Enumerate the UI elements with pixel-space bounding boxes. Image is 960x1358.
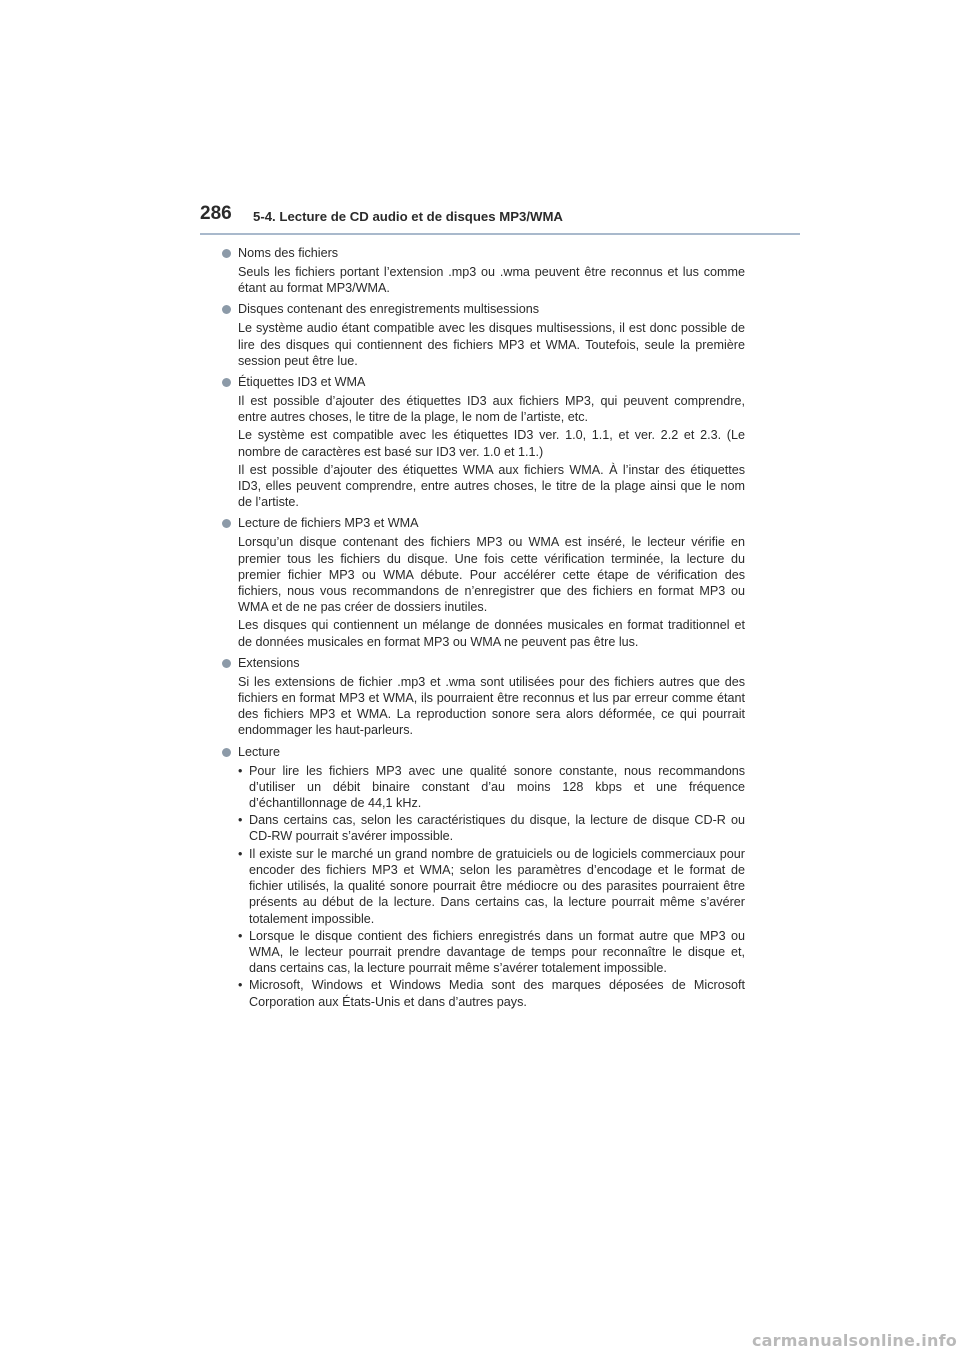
bullet-icon [222, 378, 231, 387]
item-paragraph: Les disques qui contiennent un mélange de données musicales en format traditionnel et de données musicales en format MP3 ou WMA ne peuvent pas être lus. [238, 618, 745, 649]
header-rule [200, 233, 800, 235]
bullet-icon [222, 659, 231, 668]
info-item-file-names [222, 245, 745, 296]
sub-item-text: Pour lire les fichiers MP3 avec une qualité sonore constante, nous recommandons d’utiliser un débit binaire constant d’au moins 128 kbps et une fréquence d’échantillonnage de 44,1 kHz. [249, 763, 745, 811]
info-item-playback [222, 744, 745, 1010]
sub-bullet-icon: • [238, 813, 243, 828]
info-item-id3-wma-tags [222, 374, 745, 510]
sub-bullet-icon: • [238, 928, 243, 943]
item-title: Lecture de fichiers MP3 et WMA [238, 516, 419, 531]
bullet-icon [222, 748, 231, 757]
page-number: 286 [200, 203, 232, 224]
content [222, 245, 745, 1015]
item-paragraph: Le système est compatible avec les étiquettes ID3 ver. 1.0, 1.1, et ver. 2.2 et 2.3. (Le nombre de caractères est basé sur ID3 ver. 1.0 et 1.1.) [238, 428, 745, 459]
item-paragraph: Lorsqu’un disque contenant des fichiers MP3 ou WMA est inséré, le lecteur vérifie en premier tous les fichiers du disque. Une fois cette vérification terminée, la lecture du premier fichier MP3 ou WMA débute. Pour accélérer cette étape de vérification des fichiers, nous vous recommandons de n’enregistrer que des fichiers en format MP3 ou WMA et de ne pas créer de dossiers inutiles. [238, 535, 745, 615]
sub-bullet-icon: • [238, 846, 243, 861]
bullet-icon [222, 519, 231, 528]
info-item-extensions [222, 655, 745, 739]
item-title: Lecture [238, 744, 281, 759]
sub-item-text: Il existe sur le marché un grand nombre de gratuiciels ou de logiciels commerciaux pour encoder des fichiers MP3 et WMA; selon les paramètres d’encodage et le format de fichier utilisés, la qualité sonore pourrait être médiocre ou des parasites pourraient être présents au début de la lecture. Dans certains cas, la lecture pourrait même s’avérer totalement impossible. [249, 846, 745, 926]
sub-item-text: Lorsque le disque contient des fichiers enregistrés dans un format autre que MP3 ou WMA, le lecteur pourrait prendre davantage de temps pour reconnaître le disque et, dans certains cas, la lecture pourrait même s’avérer totalement impossible. [249, 928, 745, 976]
sub-item [238, 846, 745, 927]
sub-item-text: Microsoft, Windows et Windows Media sont des marques déposées de Microsoft Corporation aux États-Unis et dans d’autres pays. [249, 978, 745, 1009]
sub-item [238, 928, 745, 977]
item-title: Étiquettes ID3 et WMA [238, 375, 366, 390]
sub-item [238, 763, 745, 812]
item-paragraph: Le système audio étant compatible avec les disques multisessions, il est donc possible de lire des disques qui contiennent des fichiers MP3 et WMA. Toutefois, seule la première session peut être lue. [238, 321, 745, 368]
item-paragraph: Si les extensions de fichier .mp3 et .wma sont utilisées pour des fichiers autres que des fichiers en format MP3 et WMA, ils pourraient être reconnus et lus par erreur comme étant des fichiers MP3 et WMA. La reproduction sonore sera alors déformée, ce qui pourrait endommager les haut-parleurs. [238, 674, 745, 738]
sub-item [238, 977, 745, 1009]
sub-bullet-icon: • [238, 978, 243, 993]
item-title: Noms des fichiers [238, 246, 339, 260]
sub-list [238, 763, 745, 1010]
watermark: carmanualsonline.info [752, 1331, 957, 1350]
item-paragraph: Il est possible d’ajouter des étiquettes ID3 aux fichiers MP3, qui peuvent comprendre, entre autres choses, le titre de la plage, le nom de l’artiste, etc. [238, 394, 745, 425]
item-title: Extensions [238, 655, 300, 670]
item-paragraph: Seuls les fichiers portant l’extension .mp3 ou .wma peuvent être reconnus et lus comme étant au format MP3/WMA. [238, 265, 745, 296]
bullet-icon [222, 249, 231, 258]
bullet-icon [222, 305, 231, 314]
sub-item [238, 812, 745, 844]
info-item-multisession [222, 301, 745, 369]
page-header [200, 203, 800, 235]
info-item-playback-files [222, 515, 745, 649]
item-paragraph: Il est possible d’ajouter des étiquettes WMA aux fichiers WMA. À l’instar des étiquettes ID3, elles peuvent comprendre, entre autres choses, le titre de la plage ainsi que le nom de l’artiste. [238, 462, 745, 510]
section-title: 5-4. Lecture de CD audio et de disques MP3/WMA [253, 209, 563, 224]
sub-item-text: Dans certains cas, selon les caractéristiques du disque, la lecture de disque CD-R ou CD-RW pourrait s’avérer impossible. [249, 813, 745, 844]
item-title: Disques contenant des enregistrements multisessions [238, 302, 540, 317]
sub-bullet-icon: • [238, 763, 243, 778]
